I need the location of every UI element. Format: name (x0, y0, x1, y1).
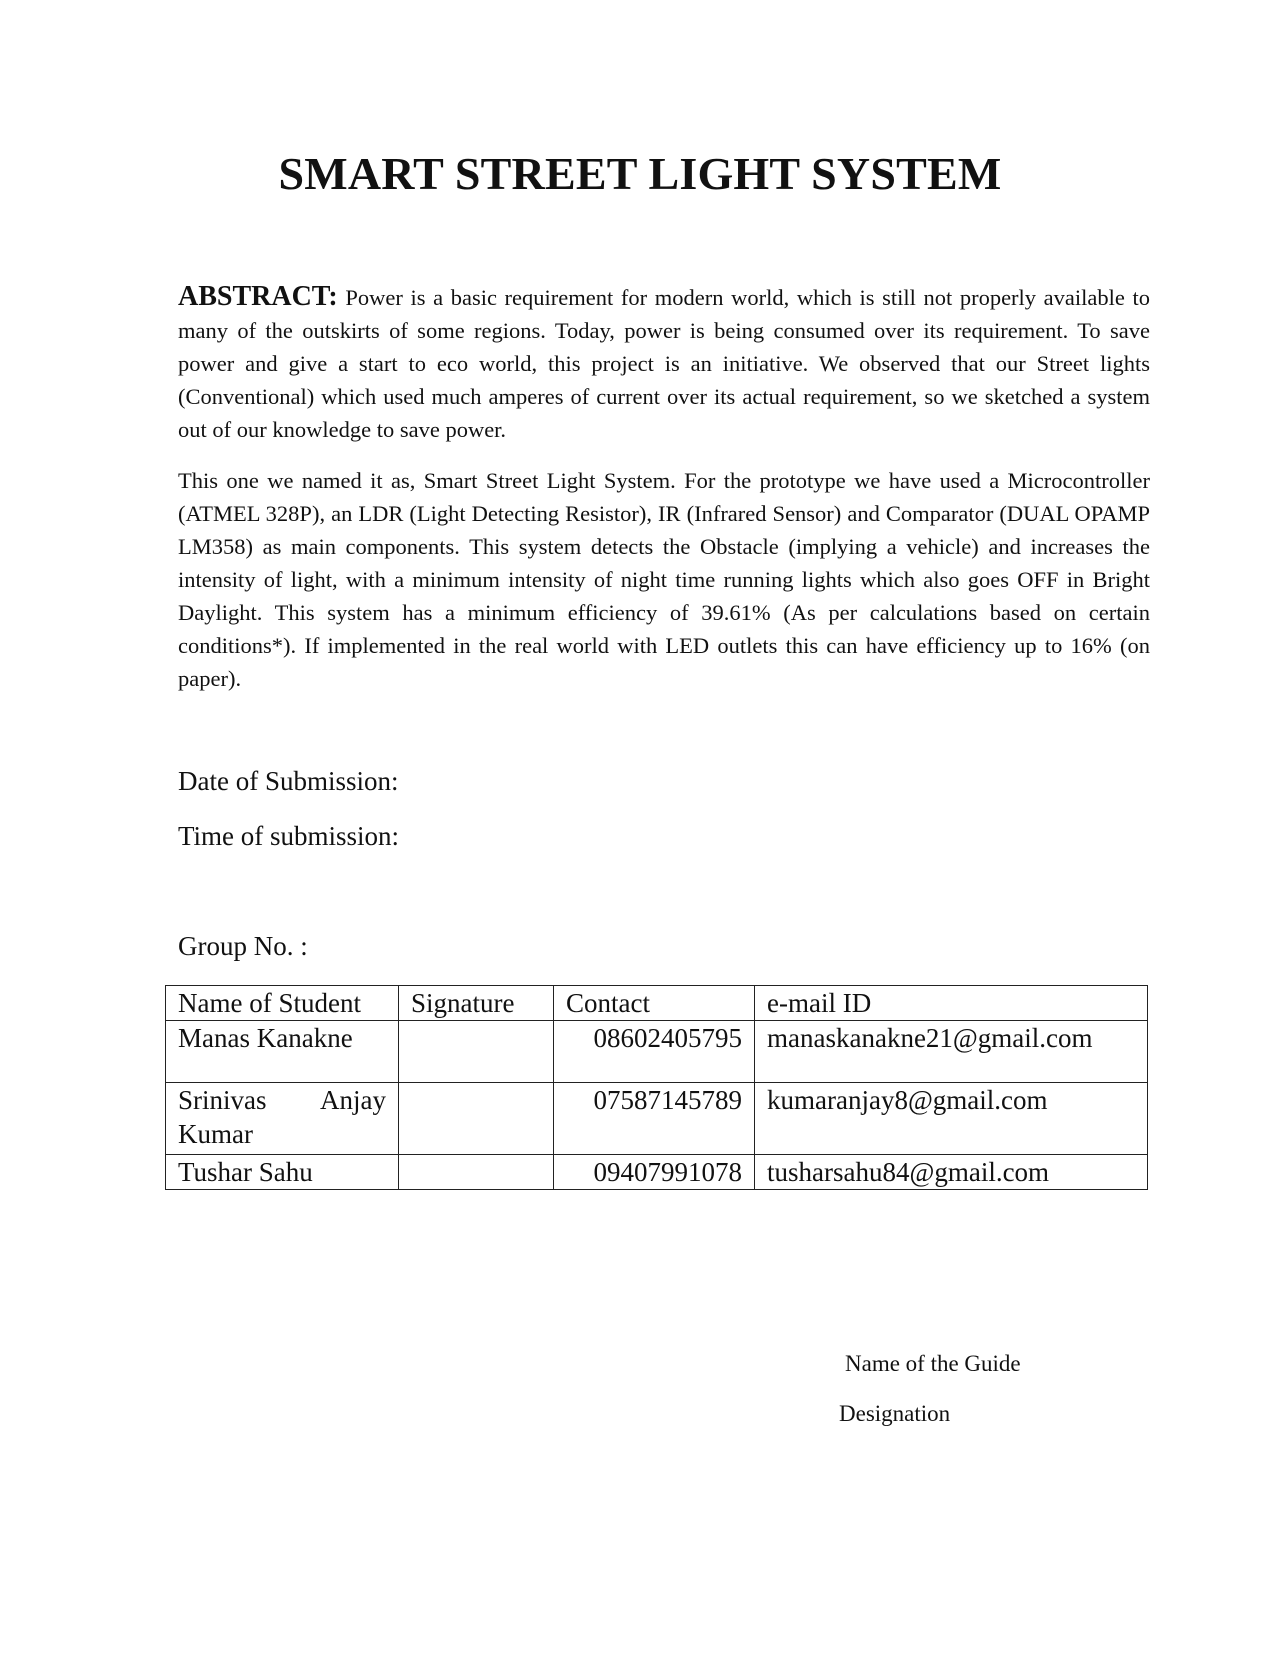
table-header-row (166, 986, 1148, 1021)
abstract-paragraph-1-text: Power is a basic requirement for modern world, which is still not properly available to many of the outskirts of some regions. Today, power is being consumed over its requirement. To save power and give a start to eco world, this project is an initiative. We observed that our Street lights (Conventional) which used much amperes of current over its actual requirement, so we sketched a system out of our knowledge to save power. (178, 285, 1150, 442)
student-name-first: Srinivas (178, 1085, 267, 1115)
signature-cell (399, 1021, 554, 1083)
contact-cell: 07587145789 (554, 1083, 755, 1155)
email-cell: tusharsahu84@gmail.com (755, 1155, 1148, 1190)
student-name-cell: Tushar Sahu (166, 1155, 399, 1190)
email-cell: manaskanakne21@gmail.com (755, 1021, 1148, 1083)
time-of-submission-label: Time of submission: (178, 821, 400, 851)
page-title: SMART STREET LIGHT SYSTEM (278, 148, 1002, 199)
signature-cell (399, 1083, 554, 1155)
table-row (166, 1021, 1148, 1083)
student-table (165, 985, 1148, 1190)
student-name-first-line (178, 1083, 386, 1117)
student-name-cell: Manas Kanakne (166, 1021, 399, 1083)
student-name-last: Kumar (178, 1119, 253, 1149)
student-name-cell (166, 1083, 399, 1155)
date-of-submission-label: Date of Submission: (178, 766, 399, 796)
table-row (166, 1155, 1148, 1190)
email-cell: kumaranjay8@gmail.com (755, 1083, 1148, 1155)
abstract-label: ABSTRACT: (178, 281, 338, 312)
abstract-paragraph-2: This one we named it as, Smart Street Light System. For the prototype we have used a Microcontroller (ATMEL 328P), an LDR (Light Detecting Resistor), IR (Infrared Sensor) and Comparator (DUAL OPAMP LM358) as main components. This system detects the Obstacle (implying a vehicle) and increases the intensity of light, with a minimum intensity of night time running lights which also goes OFF in Bright Daylight. This system has a minimum efficiency of 39.61% (As per calculations based on certain conditions*). If implemented in the real world with LED outlets this can have efficiency up to 16% (on paper). (178, 468, 1150, 691)
header-contact: Contact (554, 986, 755, 1021)
group-number-label: Group No. : (178, 931, 308, 961)
guide-name-label: Name of the Guide (845, 1351, 1021, 1376)
guide-designation-label: Designation (839, 1401, 951, 1426)
contact-cell: 08602405795 (554, 1021, 755, 1083)
abstract-paragraph-1 (178, 280, 1150, 446)
student-name-middle: Anjay (320, 1085, 386, 1115)
header-email-id: e-mail ID (755, 986, 1148, 1021)
signature-cell (399, 1155, 554, 1190)
contact-cell: 09407991078 (554, 1155, 755, 1190)
header-name-of-student: Name of Student (166, 986, 399, 1021)
header-signature: Signature (399, 986, 554, 1021)
table-row (166, 1083, 1148, 1155)
